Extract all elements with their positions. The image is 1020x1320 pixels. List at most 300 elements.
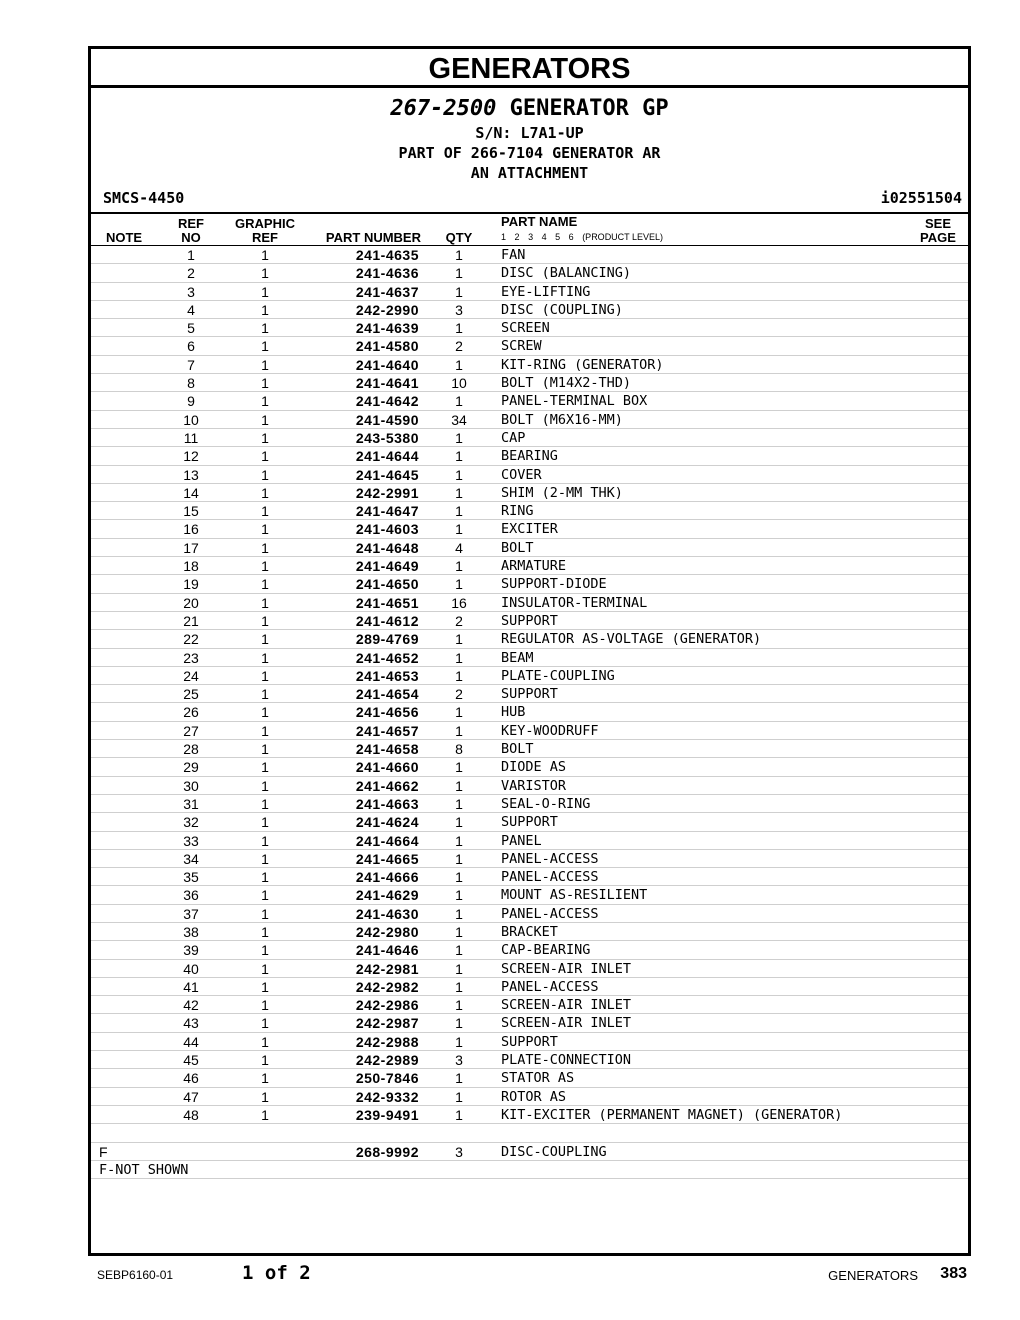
cell-part-number: 241-4660 [355,759,419,776]
col-qty: QTY [445,230,473,245]
table-row [91,337,968,355]
table-row [91,777,968,795]
cell-ref-no: 7 [187,356,195,373]
document-id: SEBP6160-01 [97,1268,174,1282]
cell-part-name: SCREW [501,338,542,355]
cell-part-name: KEY-WOODRUFF [501,722,599,739]
cell-qty: 1 [455,978,463,995]
table-row [91,1069,968,1087]
table-row [91,374,968,392]
cell-ref-no: 46 [183,1070,199,1087]
cell-qty: 1 [455,649,463,666]
cell-part-number: 241-4651 [355,594,419,611]
cell-graphic-ref: 1 [261,375,269,392]
table-row [91,411,968,429]
page-number: 383 [940,1265,967,1282]
cell-ref-no: 41 [183,978,199,995]
cell-graphic-ref: 1 [261,283,269,300]
cell-ref-no: 39 [183,942,199,959]
cell-part-name: RING [501,503,534,520]
cell-ref-no: 44 [183,1033,199,1050]
cell-part-number: 241-4662 [355,777,419,794]
cell-ref-no: 37 [183,905,199,922]
table-row [91,905,968,923]
cell-part-name: HUB [501,704,526,721]
cell-graphic-ref: 1 [261,850,269,867]
parts-list-frame [88,46,971,1256]
cell-ref-no: 10 [183,411,199,428]
cell-part-name: COVER [501,466,542,483]
col-graphic-ref: GRAPHIC REF [235,216,295,245]
serial-range: S/N: L7A1-UP [475,124,584,142]
table-row [91,447,968,465]
cell-part-name: PANEL [501,832,542,849]
cell-graphic-ref: 1 [261,612,269,629]
cell-ref-no: 3 [187,283,195,300]
parts-table [91,246,968,1179]
cell-part-number: 241-4656 [355,704,419,721]
table-row [91,960,968,978]
cell-part-name: BOLT [501,741,534,758]
cell-ref-no: 34 [183,850,199,867]
cell-part-name: BOLT (M14X2-THD) [501,375,632,392]
cell-part-number: 250-7846 [355,1070,419,1087]
cell-part-number: 241-4630 [355,905,419,922]
cell-part-number: 241-4624 [355,814,419,831]
cell-graphic-ref: 1 [261,923,269,940]
cell-graphic-ref: 1 [261,997,269,1014]
table-row [91,429,968,447]
cell-part-number: 241-4649 [355,558,419,575]
table-row [91,1124,968,1142]
table-row [91,996,968,1014]
table-row [91,539,968,557]
cell-graphic-ref: 1 [261,686,269,703]
cell-graphic-ref: 1 [261,1033,269,1050]
cell-part-number: 241-4654 [355,686,419,703]
cell-part-name: SUPPORT [501,1033,558,1050]
cell-part-number: 242-2987 [355,1015,419,1032]
table-row [91,301,968,319]
table-row [91,1033,968,1051]
footer-section-name: GENERATORS [828,1268,918,1283]
table-row [91,502,968,520]
cell-qty: 1 [455,466,463,483]
cell-ref-no: 27 [183,722,199,739]
cell-qty: 3 [455,1143,463,1160]
cell-ref-no: 8 [187,375,195,392]
cell-ref-no: 6 [187,338,195,355]
table-row [91,246,968,264]
cell-part-number: 242-2986 [355,997,419,1014]
cell-qty: 1 [455,265,463,282]
cell-qty: 1 [455,484,463,501]
cell-part-number: 241-4652 [355,649,419,666]
table-row [91,594,968,612]
group-header [91,95,968,183]
cell-part-name: PANEL-ACCESS [501,869,599,886]
cell-part-number: 242-9332 [355,1088,419,1105]
cell-graphic-ref: 1 [261,558,269,575]
cell-part-name: MOUNT AS-RESILIENT [501,887,648,904]
cell-part-name: PANEL-ACCESS [501,978,599,995]
cell-ref-no: 48 [183,1106,199,1123]
cell-part-name: EXCITER [501,521,558,538]
table-row [91,557,968,575]
table-row [91,356,968,374]
cell-ref-no: 17 [183,539,199,556]
cell-part-number: 241-4642 [355,393,419,410]
cell-part-number: 241-4647 [355,503,419,520]
cell-part-name: SCREEN-AIR INLET [501,1015,632,1032]
cell-ref-no: 38 [183,923,199,940]
table-row [91,795,968,813]
table-row [91,392,968,410]
cell-graphic-ref: 1 [261,741,269,758]
cell-graphic-ref: 1 [261,978,269,995]
cell-part-name: SEAL-O-RING [501,795,591,812]
cell-part-number: 268-9992 [355,1143,419,1160]
cell-qty: 1 [455,905,463,922]
cell-part-number: 241-4664 [355,832,419,849]
cell-ref-no: 13 [183,466,199,483]
cell-qty: 1 [455,960,463,977]
cell-qty: 1 [455,722,463,739]
cell-ref-no: 29 [183,759,199,776]
cell-qty: 3 [455,301,463,318]
cell-ref-no: 25 [183,686,199,703]
cell-part-name: DISC (COUPLING) [501,301,623,318]
cell-qty: 4 [455,539,463,556]
cell-ref-no: 15 [183,503,199,520]
cell-qty: 1 [455,393,463,410]
part-of-line: PART OF 266-7104 GENERATOR AR [398,144,661,162]
cell-qty: 1 [455,429,463,446]
table-row [91,813,968,831]
table-row [91,1088,968,1106]
cell-graphic-ref: 1 [261,539,269,556]
cell-ref-no: 9 [187,393,195,410]
table-row [91,649,968,667]
cell-part-name: EYE-LIFTING [501,283,591,300]
cell-graphic-ref: 1 [261,759,269,776]
cell-part-name: INSULATOR-TERMINAL [501,594,648,611]
cell-ref-no: 32 [183,814,199,831]
table-row [91,1051,968,1069]
attachment-line: AN ATTACHMENT [470,164,589,182]
col-see-page: SEE PAGE [920,216,956,245]
cell-part-number: 242-2990 [355,301,419,318]
cell-qty: 1 [455,448,463,465]
cell-part-name: BOLT [501,539,534,556]
cell-graphic-ref: 1 [261,942,269,959]
cell-qty: 1 [455,356,463,373]
cell-part-number: 241-4658 [355,741,419,758]
cell-part-name: VARISTOR [501,777,567,794]
cell-qty: 1 [455,759,463,776]
cell-graphic-ref: 1 [261,667,269,684]
cell-qty: 1 [455,503,463,520]
cell-part-number: 241-4639 [355,320,419,337]
table-row [91,886,968,904]
table-row [91,868,968,886]
cell-part-number: 241-4629 [355,887,419,904]
cell-part-name: PANEL-TERMINAL BOX [501,393,648,410]
table-row [91,1014,968,1032]
cell-part-number: 242-2991 [355,484,419,501]
col-part-number: PART NUMBER [325,230,421,245]
cell-ref-no: 33 [183,832,199,849]
cell-part-name: PLATE-CONNECTION [501,1052,632,1069]
cell-part-name: DISC (BALANCING) [501,265,632,282]
cell-ref-no: 26 [183,704,199,721]
cell-part-name: ARMATURE [501,558,567,575]
cell-part-number: 241-4657 [355,722,419,739]
cell-graphic-ref: 1 [261,869,269,886]
cell-qty: 1 [455,667,463,684]
cell-part-number: 289-4769 [355,631,419,648]
cell-part-name: STATOR AS [501,1070,575,1087]
cell-graphic-ref: 1 [261,338,269,355]
product-level-scale: 1 2 3 4 5 6 (PRODUCT LEVEL) [501,232,664,242]
cell-qty: 1 [455,521,463,538]
cell-ref-no: 1 [187,247,195,263]
cell-graphic-ref: 1 [261,265,269,282]
table-row [91,1161,968,1179]
cell-qty: 1 [455,558,463,575]
illustration-id: i02551504 [880,189,962,207]
cell-qty: 1 [455,795,463,812]
cell-ref-no: 28 [183,741,199,758]
cell-qty: 3 [455,1052,463,1069]
table-row [91,319,968,337]
cell-qty: 1 [455,923,463,940]
cell-part-name: KIT-EXCITER (PERMANENT MAGNET) (GENERATOR) [501,1106,843,1123]
cell-part-name: SUPPORT [501,612,558,629]
cell-qty: 1 [455,997,463,1014]
cell-part-number: 241-4653 [355,667,419,684]
cell-qty: 2 [455,686,463,703]
cell-graphic-ref: 1 [261,704,269,721]
cell-qty: 34 [451,411,467,428]
cell-graphic-ref: 1 [261,887,269,904]
cell-graphic-ref: 1 [261,832,269,849]
cell-part-name: KIT-RING (GENERATOR) [501,356,664,373]
cell-graphic-ref: 1 [261,320,269,337]
cell-qty: 1 [455,850,463,867]
table-row [91,612,968,630]
cell-qty: 1 [455,832,463,849]
cell-qty: 1 [455,1015,463,1032]
group-part-number: 267-2500 [390,96,497,121]
cell-part-name: PANEL-ACCESS [501,850,599,867]
cell-qty: 1 [455,1070,463,1087]
table-row [91,630,968,648]
cell-part-number: 241-4637 [355,283,419,300]
table-row [91,722,968,740]
cell-part-number: 241-4580 [355,338,419,355]
cell-graphic-ref: 1 [261,814,269,831]
cell-part-number: 241-4612 [355,612,419,629]
table-row [91,850,968,868]
table-row [91,703,968,721]
table-row [91,758,968,776]
cell-note: F [99,1143,108,1160]
cell-ref-no: 45 [183,1052,199,1069]
cell-ref-no: 42 [183,997,199,1014]
cell-graphic-ref: 1 [261,521,269,538]
cell-graphic-ref: 1 [261,1070,269,1087]
col-part-name: PART NAME [501,214,578,229]
table-row [91,685,968,703]
cell-part-number: 241-4644 [355,448,419,465]
cell-qty: 2 [455,612,463,629]
cell-part-number: 242-2980 [355,923,419,940]
cell-graphic-ref: 1 [261,1088,269,1105]
cell-ref-no: 18 [183,558,199,575]
cell-ref-no: 30 [183,777,199,794]
cell-part-number: 241-4645 [355,466,419,483]
cell-qty: 1 [455,777,463,794]
table-row [91,667,968,685]
cell-graphic-ref: 1 [261,301,269,318]
cell-part-name: DISC-COUPLING [501,1143,607,1160]
cell-part-name: DIODE AS [501,759,567,776]
cell-part-number: 241-4640 [355,356,419,373]
cell-ref-no: 5 [187,320,195,337]
cell-qty: 1 [455,631,463,648]
cell-graphic-ref: 1 [261,448,269,465]
group-name: GENERATOR GP [509,96,669,121]
cell-qty: 1 [455,704,463,721]
cell-graphic-ref: 1 [261,466,269,483]
cell-part-number: 242-2982 [355,978,419,995]
cell-qty: 1 [455,1106,463,1123]
cell-part-name: SCREEN-AIR INLET [501,960,632,977]
cell-part-number: 241-4590 [355,411,419,428]
cell-ref-no: 35 [183,869,199,886]
cell-part-name: PANEL-ACCESS [501,905,599,922]
cell-ref-no: 22 [183,631,199,648]
cell-graphic-ref: 1 [261,905,269,922]
cell-graphic-ref: 1 [261,594,269,611]
cell-qty: 1 [455,869,463,886]
table-row [91,466,968,484]
cell-graphic-ref: 1 [261,1052,269,1069]
cell-graphic-ref: 1 [261,484,269,501]
col-ref-no: REF NO [178,216,204,245]
cell-part-name: SCREEN-AIR INLET [501,997,632,1014]
cell-graphic-ref: 1 [261,960,269,977]
cell-qty: 1 [455,283,463,300]
table-row [91,1106,968,1124]
table-row [91,575,968,593]
cell-part-name: BEAM [501,649,534,666]
cell-qty: 1 [455,942,463,959]
cell-graphic-ref: 1 [261,795,269,812]
cell-ref-no: 20 [183,594,199,611]
cell-ref-no: 24 [183,667,199,684]
cell-graphic-ref: 1 [261,503,269,520]
cell-part-name: CAP-BEARING [501,942,591,959]
cell-part-number: 241-4665 [355,850,419,867]
cell-part-name: SUPPORT [501,686,558,703]
cell-part-name: BRACKET [501,923,558,940]
cell-ref-no: 31 [183,795,199,812]
cell-part-number: 241-4663 [355,795,419,812]
cell-graphic-ref: 1 [261,631,269,648]
cell-graphic-ref: 1 [261,247,269,263]
cell-part-number: 241-4641 [355,375,419,392]
cell-part-name: BOLT (M6X16-MM) [501,411,623,428]
group-title [91,95,968,123]
table-row [91,484,968,502]
cell-part-name: ROTOR AS [501,1088,567,1105]
cell-note: F-NOT SHOWN [99,1161,189,1178]
cell-graphic-ref: 1 [261,722,269,739]
cell-part-name: REGULATOR AS-VOLTAGE (GENERATOR) [501,631,762,648]
cell-part-number: 241-4650 [355,576,419,593]
table-row [91,264,968,282]
cell-part-name: SHIM (2-MM THK) [501,484,623,501]
cell-graphic-ref: 1 [261,356,269,373]
cell-part-number: 241-4648 [355,539,419,556]
table-row [91,520,968,538]
cell-qty: 2 [455,338,463,355]
cell-part-number: 241-4666 [355,869,419,886]
cell-qty: 1 [455,814,463,831]
cell-graphic-ref: 1 [261,649,269,666]
cell-part-name: SUPPORT [501,814,558,831]
table-row [91,832,968,850]
cell-graphic-ref: 1 [261,1015,269,1032]
cell-graphic-ref: 1 [261,429,269,446]
cell-ref-no: 4 [187,301,195,318]
cell-part-name: FAN [501,247,526,263]
cell-ref-no: 12 [183,448,199,465]
cell-part-number: 242-2981 [355,960,419,977]
cell-graphic-ref: 1 [261,1106,269,1123]
cell-part-number: 243-5380 [355,429,419,446]
cell-part-number: 241-4646 [355,942,419,959]
cell-part-name: SUPPORT-DIODE [501,576,607,593]
cell-ref-no: 43 [183,1015,199,1032]
table-row [91,740,968,758]
cell-part-name: BEARING [501,448,558,465]
cell-ref-no: 16 [183,521,199,538]
cell-part-name: PLATE-COUPLING [501,667,615,684]
cell-qty: 1 [455,1088,463,1105]
cell-graphic-ref: 1 [261,393,269,410]
cell-part-name: CAP [501,429,526,446]
table-row [91,923,968,941]
table-row [91,1143,968,1161]
table-row [91,978,968,996]
cell-part-number: 242-2989 [355,1052,419,1069]
cell-part-number: 242-2988 [355,1033,419,1050]
smcs-code: SMCS-4450 [103,189,185,207]
page-of-indicator: 1 of 2 [242,1262,311,1284]
cell-part-number: 239-9491 [355,1106,419,1123]
cell-qty: 16 [451,594,467,611]
cell-qty: 10 [451,375,467,392]
cell-qty: 1 [455,247,463,263]
cell-qty: 1 [455,576,463,593]
section-title: GENERATORS [91,49,968,88]
cell-ref-no: 21 [183,612,199,629]
cell-graphic-ref: 1 [261,576,269,593]
cell-ref-no: 36 [183,887,199,904]
